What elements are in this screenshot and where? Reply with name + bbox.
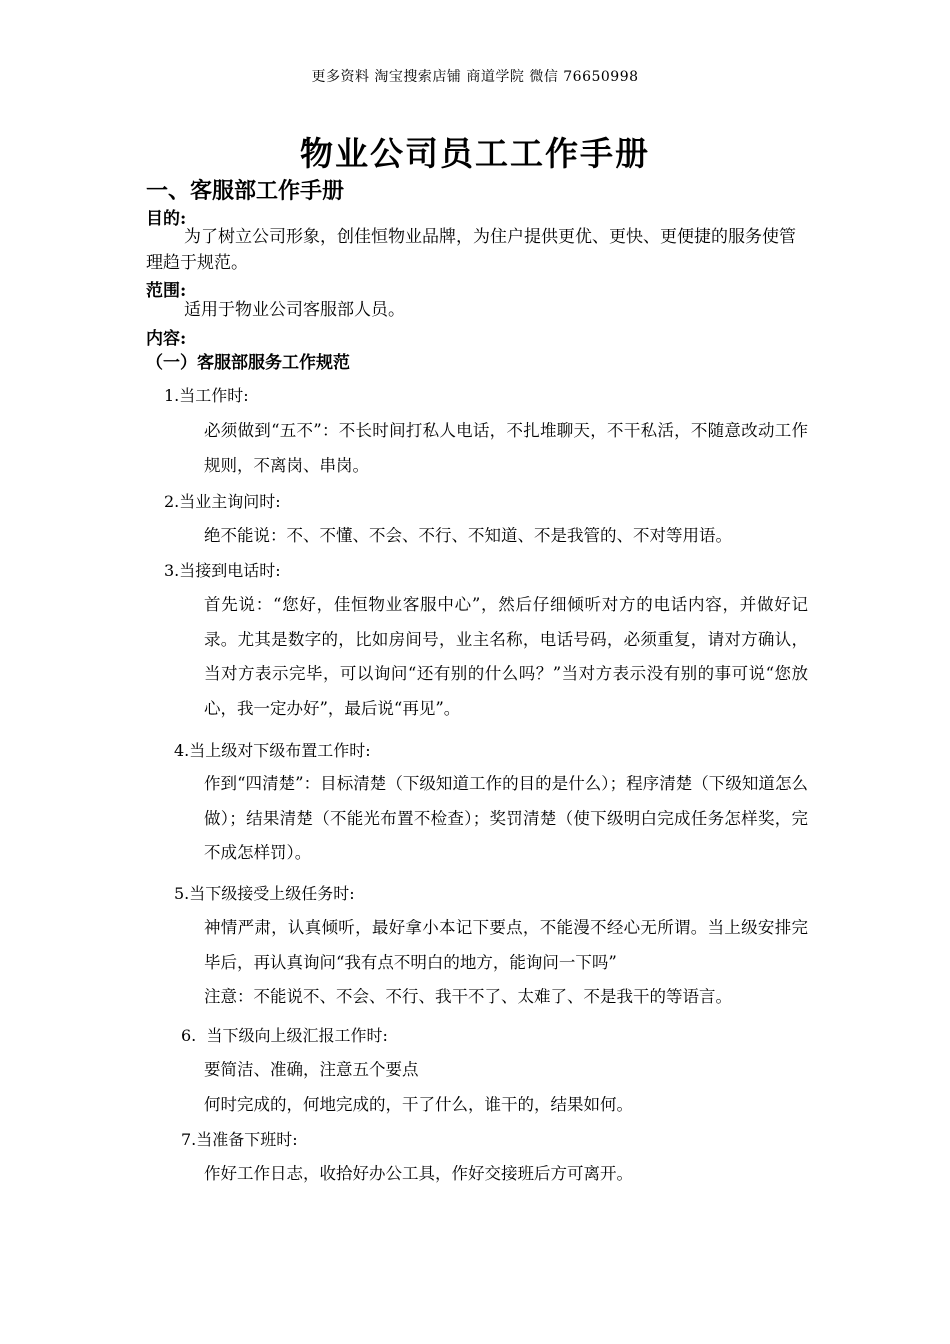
- purpose-text: 为了树立公司形象，创佳恒物业品牌，为住户提供更优、更快、更便捷的服务使管理趋于规范。: [146, 227, 796, 273]
- purpose-label: 目的:: [146, 209, 187, 229]
- content-label: 内容:: [146, 329, 187, 349]
- item-title: 4.当上级对下级布置工作时:: [174, 741, 371, 760]
- item-title: 2.当业主询问时:: [164, 492, 281, 511]
- item-body: [204, 1157, 808, 1192]
- item-line: 神情严肃，认真倾听，最好拿小本记下要点，不能漫不经心无所谓。当上级安排完毕后，再认真询问“我有点不明白的地方，能询问一下吗”: [204, 918, 808, 972]
- item-line: 注意：不能说不、不会、不行、我干不了、太难了、不是我干的等语言。: [204, 987, 732, 1006]
- subsection-heading: （一）客服部服务工作规范: [146, 353, 350, 373]
- item-line: 必须做到“五不”：不长时间打私人电话，不扎堆聊天，不干私活，不随意改动工作规则，不离岗、串岗。: [204, 421, 808, 475]
- item-line: 何时完成的，何地完成的，干了什么，谁干的，结果如何。: [204, 1094, 633, 1114]
- item-body: [204, 1053, 808, 1122]
- item-line: 作到“四清楚”：目标清楚（下级知道工作的目的是什么）；程序清楚（下级知道怎么做）；结果清楚（不能光布置不检查）；奖罚清楚（使下级明白完成任务怎样奖，完不成怎样罚）。: [204, 774, 808, 862]
- item-title: 3.当接到电话时:: [164, 561, 281, 580]
- item-title: 5.当下级接受上级任务时:: [174, 884, 355, 903]
- item-line: 作好工作日志，收拾好办公工具，作好交接班后方可离开。: [204, 1164, 633, 1183]
- item-line: 首先说：“您好，佳恒物业客服中心”，然后仔细倾听对方的电话内容，并做好记录。尤其是数字的，比如房间号，业主名称，电话号码，必须重复，请对方确认，当对方表示完毕，可以询问“还有别的什么吗？”当对方表示没有别的事可说“您放心，我一定办好”，最后说“再见”。: [204, 595, 808, 718]
- scope-label: 范围:: [146, 281, 187, 301]
- section-heading: 一、客服部工作手册: [146, 178, 345, 204]
- item-body: [204, 414, 808, 483]
- scope-text: 适用于物业公司客服部人员。: [184, 300, 405, 320]
- item-body: [204, 767, 808, 871]
- item-body: [204, 911, 808, 1015]
- item-title: 1.当工作时:: [164, 386, 249, 405]
- item-title: 6. 当下级向上级汇报工作时:: [181, 1026, 388, 1045]
- page-title: 物业公司员工工作手册: [300, 134, 650, 173]
- item-line: 要简洁、准确，注意五个要点: [204, 1060, 419, 1079]
- item-body: [204, 519, 808, 554]
- item-title: 7.当准备下班时:: [181, 1130, 298, 1149]
- header-note: 更多资料 淘宝搜索店铺 商道学院 微信 76650998: [311, 69, 639, 85]
- item-line: 绝不能说：不、不懂、不会、不行、不知道、不是我管的、不对等用语。: [204, 526, 732, 545]
- item-body: [204, 588, 808, 726]
